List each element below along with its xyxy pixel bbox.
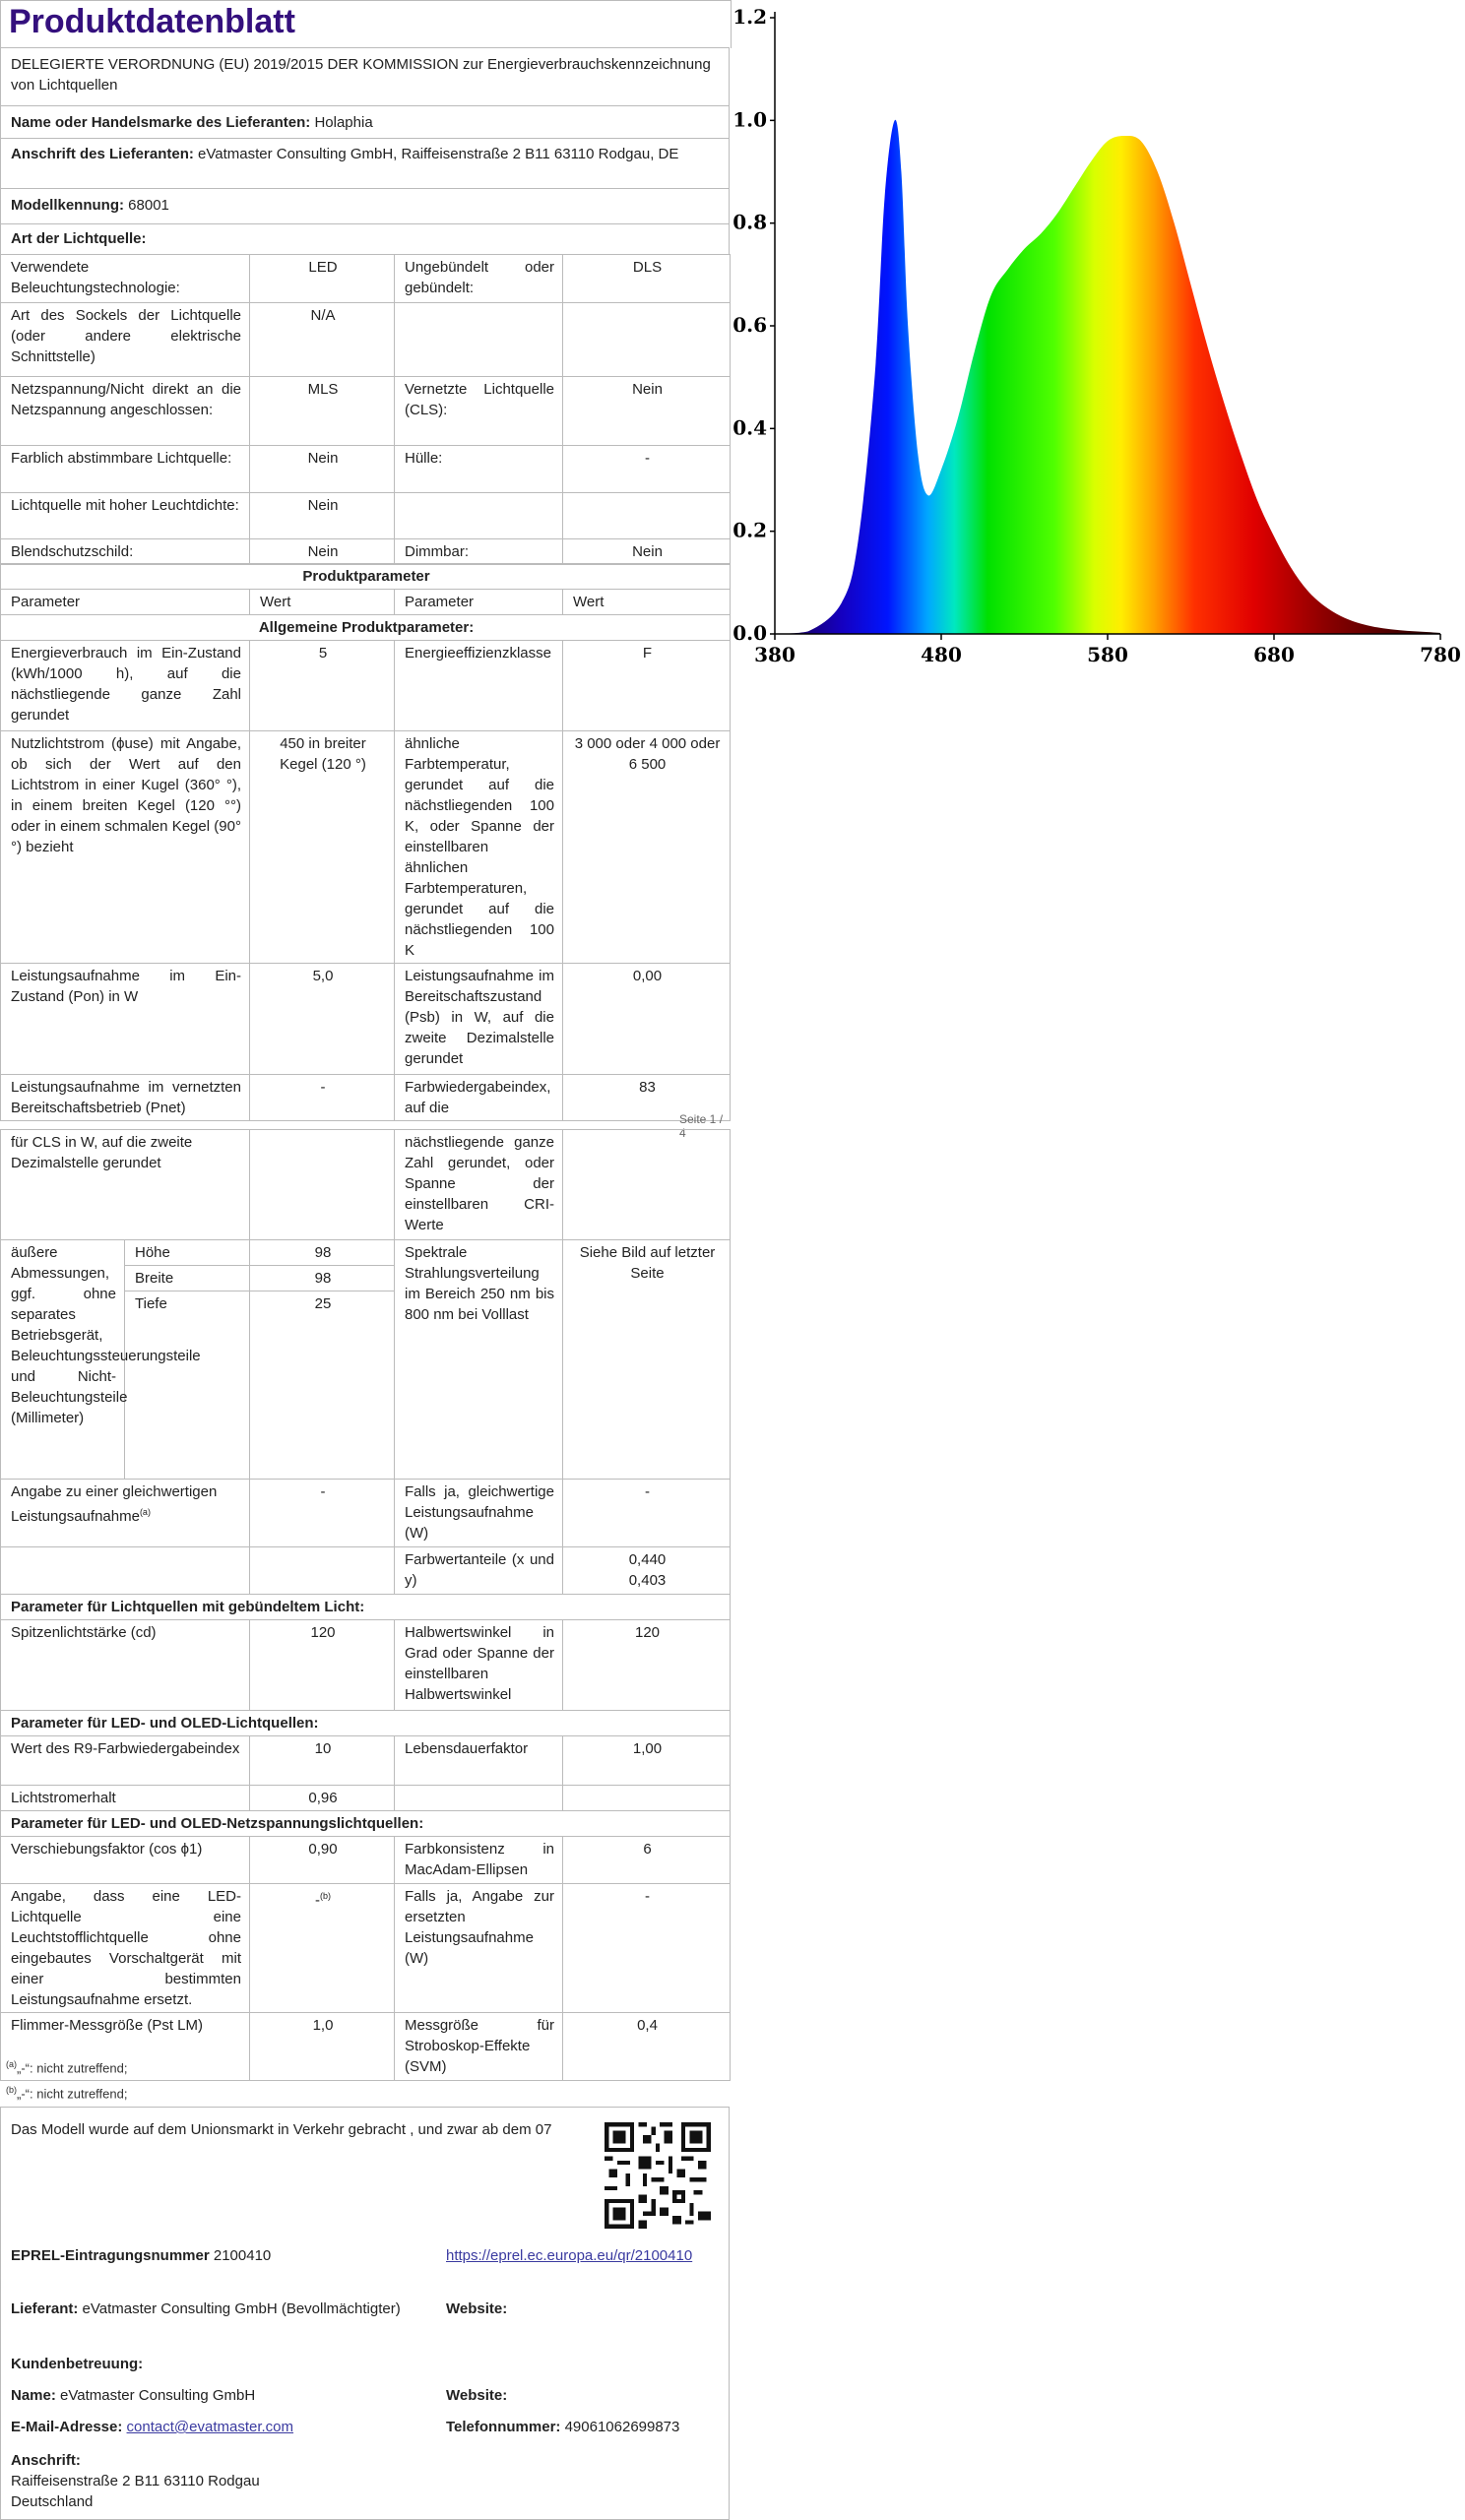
address-line-2: Deutschland <box>11 2493 94 2510</box>
phone-row <box>446 2417 679 2437</box>
displacement-factor-label: Verschiebungsfaktor (cos ϕ1) <box>1 1837 250 1884</box>
pnet-label: Leistungsaufnahme im vernetzten Bereitschaftsbetrieb (Pnet) <box>1 1075 250 1121</box>
address-line-1: Raiffeisenstraße 2 B11 63110 Rodgau <box>11 2473 260 2489</box>
y-tick-label: 0.8 <box>733 210 767 234</box>
type-value: Nein <box>250 446 395 493</box>
type-label: Verwendete Beleuchtungstechnologie: <box>1 255 250 303</box>
table-row <box>1 377 731 446</box>
flicker-label: Flimmer-Messgröße (Pst LM) <box>1 2013 250 2081</box>
footnote-a-mark: (a) <box>6 2059 17 2069</box>
eprel-label: EPREL-Eintragungsnummer <box>11 2247 210 2264</box>
chromaticity-y: 0,403 <box>628 1572 667 1589</box>
type-label <box>395 493 563 539</box>
r9-value: 10 <box>250 1736 395 1786</box>
website-label: Website: <box>446 2300 508 2317</box>
svm-value: 0,4 <box>563 2013 731 2081</box>
table-row <box>1 1130 731 1240</box>
empty-cell <box>395 1786 563 1811</box>
y-tick-label: 0.6 <box>733 313 767 337</box>
general-parameters-heading: Allgemeine Produktparameter: <box>1 615 731 641</box>
column-header: Wert <box>563 590 731 615</box>
height-label: Höhe <box>125 1240 250 1266</box>
light-source-type-row <box>0 223 730 255</box>
type-label: Farblich abstimmbare Lichtquelle: <box>1 446 250 493</box>
page-number: Seite 1 / 4 <box>679 1112 724 1140</box>
column-header: Wert <box>250 590 395 615</box>
table-row <box>1 1837 731 1884</box>
column-header: Parameter <box>1 590 250 615</box>
table-row <box>1 493 731 539</box>
pnet-label-continued: für CLS in W, auf die zweite Dezimalstelle gerundet <box>1 1130 250 1240</box>
macadam-label: Farbkonsistenz in MacAdam-Ellipsen <box>395 1837 563 1884</box>
width-value: 98 <box>250 1266 395 1292</box>
depth-value: 25 <box>250 1292 395 1480</box>
phone-label: Telefonnummer: <box>446 2419 561 2435</box>
pnet-value: - <box>250 1075 395 1121</box>
footnote-b-mark: (b) <box>6 2085 17 2095</box>
table-row <box>1 303 731 377</box>
width-label: Breite <box>125 1266 250 1292</box>
y-tick-label: 1.0 <box>733 107 767 132</box>
table-row <box>1 1075 731 1121</box>
x-tick-label: 480 <box>921 643 962 666</box>
contact-name-value: eVatmaster Consulting GmbH <box>60 2387 256 2404</box>
supplier-row <box>11 2299 414 2319</box>
chromaticity-label: Farbwertanteile (x und y) <box>395 1547 563 1595</box>
table-row <box>1 539 731 565</box>
type-value: Nein <box>250 493 395 539</box>
energy-value: 5 <box>250 641 395 731</box>
supplier-address-row <box>0 138 730 189</box>
efficiency-class-label: Energieeffizienzklasse <box>395 641 563 731</box>
website-label-2: Website: <box>446 2387 508 2404</box>
footnote-a-ref: (a) <box>139 1507 151 1517</box>
led-heading: Parameter für LED- und OLED-Lichtquellen: <box>1 1711 731 1736</box>
empty-cell <box>563 1130 731 1240</box>
cri-label-continued: nächstliegende ganze Zahl gerundet, oder Spanne der einstellbaren CRI-Werte <box>395 1130 563 1240</box>
column-header: Parameter <box>395 590 563 615</box>
table-row <box>1 1240 731 1266</box>
peak-intensity-label: Spitzenlichtstärke (cd) <box>1 1620 250 1711</box>
regulation-text: DELEGIERTE VERORDNUNG (EU) 2019/2015 DER KOMMISSION zur Energieverbrauchskennzeichnung von Lichtquellen <box>11 56 711 94</box>
energy-label: Energieverbrauch im Ein-Zustand (kWh/1000 h), auf die nächstliegende ganze Zahl gerundet <box>1 641 250 731</box>
contact-name-label: Name: <box>11 2387 56 2404</box>
type-value <box>563 303 731 377</box>
spectral-distribution-label: Spektrale Strahlungsverteilung im Bereich 250 nm bis 800 nm bei Volllast <box>395 1240 563 1480</box>
product-parameters-table-1 <box>0 563 731 1121</box>
directional-heading: Parameter für Lichtquellen mit gebündeltem Licht: <box>1 1595 731 1620</box>
model-value: 68001 <box>128 197 169 214</box>
cri-label: Farbwiedergabeindex, auf die <box>395 1075 563 1121</box>
footnote-b <box>6 2085 127 2101</box>
type-label: Hülle: <box>395 446 563 493</box>
type-label <box>395 303 563 377</box>
replacement-value-cell <box>250 1884 395 2013</box>
email-link[interactable]: contact@evatmaster.com <box>126 2419 294 2435</box>
footnote-b-ref: (b) <box>320 1891 331 1901</box>
type-label: Blendschutzschild: <box>1 539 250 565</box>
regulation-box <box>0 47 730 106</box>
supplier-name-row <box>0 105 730 139</box>
type-value <box>563 493 731 539</box>
qr-code-icon <box>605 2122 711 2229</box>
supplier-name-label: Name oder Handelsmarke des Lieferanten: <box>11 114 311 131</box>
table-row <box>1 1547 731 1595</box>
type-label: Netzspannung/Nicht direkt an die Netzspannung angeschlossen: <box>1 377 250 446</box>
y-tick-label: 1.2 <box>733 5 767 29</box>
macadam-value: 6 <box>563 1837 731 1884</box>
pon-value: 5,0 <box>250 964 395 1075</box>
y-tick-label: 0.2 <box>733 518 767 542</box>
beam-angle-label: Halbwertswinkel in Grad oder Spanne der einstellbaren Halbwertswinkel <box>395 1620 563 1711</box>
svm-label: Messgröße für Stroboskop-Effekte (SVM) <box>395 2013 563 2081</box>
spectral-distribution-value: Siehe Bild auf letzter Seite <box>563 1240 731 1480</box>
table-header-row <box>1 590 731 615</box>
equivalent-power-cell <box>1 1480 250 1547</box>
supplier-address-value: eVatmaster Consulting GmbH, Raiffeisenstraße 2 B11 63110 Rodgau, DE <box>198 146 679 162</box>
email-label: E-Mail-Adresse: <box>11 2419 123 2435</box>
type-value: DLS <box>563 255 731 303</box>
spectrum-area <box>775 120 1440 634</box>
x-tick-label: 380 <box>754 643 796 666</box>
cri-value: 83 <box>563 1075 731 1121</box>
email-row <box>11 2417 293 2437</box>
type-value: Nein <box>563 539 731 565</box>
contact-name-row <box>11 2385 255 2406</box>
table-row <box>1 446 731 493</box>
type-label: Dimmbar: <box>395 539 563 565</box>
y-tick-label: 0.4 <box>733 415 767 440</box>
luminous-flux-label: Nutzlichtstrom (ϕuse) mit Angabe, ob sich der Wert auf den Lichtstrom in einer Kugel (360° °), in einem breiten Kegel (120 °°) oder in einem schmalen Kegel (90° °) bezieht <box>1 731 250 964</box>
cct-label: ähnliche Farbtemperatur, gerundet auf die nächstliegenden 100 K, oder Spanne der einstellbaren ähnlichen Farbtemperaturen, gerundet auf die nächstliegenden 100 K <box>395 731 563 964</box>
pon-label: Leistungsaufnahme im Ein-Zustand (Pon) in W <box>1 964 250 1075</box>
type-value: Nein <box>563 377 731 446</box>
beam-angle-value: 120 <box>563 1620 731 1711</box>
x-tick-label: 680 <box>1253 643 1295 666</box>
type-label: Vernetzte Lichtquelle (CLS): <box>395 377 563 446</box>
table-row <box>1 255 731 303</box>
light-source-type-table <box>0 254 731 565</box>
x-tick-label: 780 <box>1420 643 1461 666</box>
lifetime-factor-value: 1,00 <box>563 1736 731 1786</box>
customer-service-label: Kundenbetreuung: <box>11 2356 144 2372</box>
replacement-w-label: Falls ja, Angabe zur ersetzten Leistungsaufnahme (W) <box>395 1884 563 2013</box>
mains-heading: Parameter für LED- und OLED-Netzspannungslichtquellen: <box>1 1811 731 1837</box>
empty-cell <box>1 1547 250 1595</box>
supplier-name-value: Holaphia <box>314 114 373 131</box>
supplier-label: Lieferant: <box>11 2300 79 2317</box>
psb-label: Leistungsaufnahme im Bereitschaftszustand (Psb) in W, auf die zweite Dezimalstelle gerundet <box>395 964 563 1075</box>
replacement-w-value: - <box>563 1884 731 2013</box>
equivalent-power-w-value: - <box>563 1480 731 1547</box>
table-row <box>1 1736 731 1786</box>
eprel-row <box>11 2245 271 2266</box>
table-row <box>1 1884 731 2013</box>
empty-cell <box>250 1547 395 1595</box>
model-label: Modellkennung: <box>11 197 124 214</box>
address-label: Anschrift: <box>11 2452 81 2469</box>
table-row <box>1 1786 731 1811</box>
dimensions-label: äußere Abmessungen, ggf. ohne separates Betriebsgerät, Beleuchtungssteuerungsteile und Nicht-Beleuchtungsteile (Millimeter) <box>1 1240 125 1480</box>
spectrum-plot <box>733 0 1465 689</box>
light-source-type-heading: Art der Lichtquelle: <box>11 230 147 247</box>
equivalent-power-value: - <box>250 1480 395 1547</box>
table-row <box>1 964 731 1075</box>
peak-intensity-value: 120 <box>250 1620 395 1711</box>
lifetime-factor-label: Lebensdauerfaktor <box>395 1736 563 1786</box>
chromaticity-x: 0,440 <box>628 1551 667 1568</box>
replacement-label: Angabe, dass eine LED-Lichtquelle eine Leuchtstofflichtquelle ohne eingebautes Vorschaltgerät mit einer bestimmten Leistungsaufnahme ersetzt. <box>1 1884 250 2013</box>
model-row <box>0 188 730 224</box>
product-parameters-heading: Produktparameter <box>1 564 731 590</box>
table-row <box>1 1620 731 1711</box>
type-value: - <box>563 446 731 493</box>
empty-cell <box>250 1130 395 1240</box>
table-row <box>1 641 731 731</box>
cct-value: 3 000 oder 4 000 oder 6 500 <box>563 731 731 964</box>
y-tick-label: 0.0 <box>733 621 767 645</box>
replacement-value: - <box>315 1892 320 1909</box>
footnote-b-text: „-“: nicht zutreffend; <box>17 2086 128 2102</box>
efficiency-class-value: F <box>563 641 731 731</box>
table-row <box>1 1480 731 1547</box>
eprel-link[interactable]: https://eprel.ec.europa.eu/qr/2100410 <box>446 2247 693 2264</box>
supplier-value: eVatmaster Consulting GmbH (Bevollmächtigter) <box>82 2300 401 2317</box>
footnote-a-text: „-“: nicht zutreffend; <box>17 2060 128 2076</box>
type-value: MLS <box>250 377 395 446</box>
maintenance-label: Lichtstromerhalt <box>1 1786 250 1811</box>
r9-label: Wert des R9-Farbwiedergabeindex <box>1 1736 250 1786</box>
footnote-a <box>6 2059 127 2075</box>
equivalent-power-w-label: Falls ja, gleichwertige Leistungsaufnahme (W) <box>395 1480 563 1547</box>
eprel-value: 2100410 <box>213 2247 272 2264</box>
type-label: Lichtquelle mit hoher Leuchtdichte: <box>1 493 250 539</box>
type-value: Nein <box>250 539 395 565</box>
market-text: Das Modell wurde auf dem Unionsmarkt in Verkehr gebracht , und zwar ab dem 07 <box>11 2121 552 2138</box>
sheet-title-box <box>0 0 732 48</box>
type-label: Ungebündelt oder gebündelt: <box>395 255 563 303</box>
type-value: N/A <box>250 303 395 377</box>
flicker-value: 1,0 <box>250 2013 395 2081</box>
table-row <box>1 731 731 964</box>
phone-value: 49061062699873 <box>564 2419 680 2435</box>
height-value: 98 <box>250 1240 395 1266</box>
empty-cell <box>563 1786 731 1811</box>
product-parameters-table-2 <box>0 1129 731 2081</box>
psb-value: 0,00 <box>563 964 731 1075</box>
displacement-factor-value: 0,90 <box>250 1837 395 1884</box>
type-value: LED <box>250 255 395 303</box>
x-tick-label: 580 <box>1087 643 1128 666</box>
chromaticity-value <box>563 1547 731 1595</box>
maintenance-value: 0,96 <box>250 1786 395 1811</box>
sheet-title: Produktdatenblatt <box>9 3 295 40</box>
luminous-flux-value: 450 in breiter Kegel (120 °) <box>250 731 395 964</box>
depth-label: Tiefe <box>125 1292 250 1480</box>
supplier-address-label: Anschrift des Lieferanten: <box>11 146 194 162</box>
spectrum-chart <box>733 0 1465 689</box>
equivalent-power-label: Angabe zu einer gleichwertigen Leistungsaufnahme <box>11 1483 218 1525</box>
type-label: Art des Sockels der Lichtquelle (oder andere elektrische Schnittstelle) <box>1 303 250 377</box>
